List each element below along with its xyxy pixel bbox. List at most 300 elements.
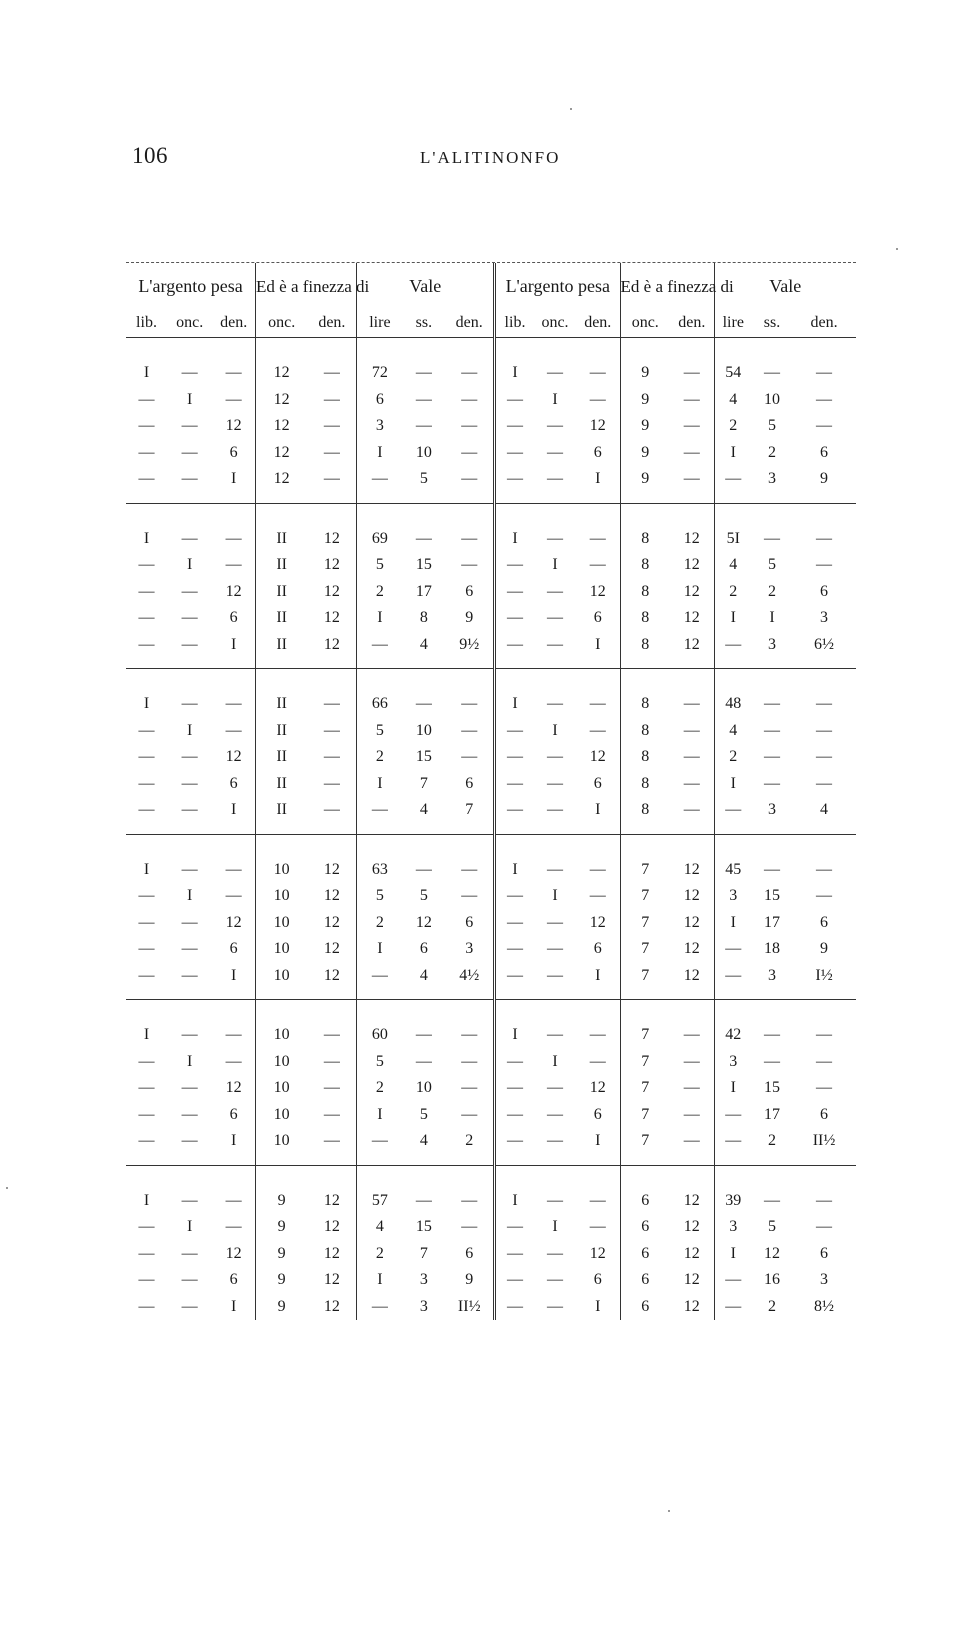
table-row xyxy=(126,1075,493,1102)
cell-ss: 10 xyxy=(415,443,432,461)
cell-ss: — xyxy=(764,695,781,713)
cell-ss: 18 xyxy=(764,940,781,958)
cell-fin-onc: II xyxy=(276,582,287,600)
subheader-ss: ss. xyxy=(752,309,792,338)
cell-ss: — xyxy=(415,695,432,713)
cell-fin-onc: 12 xyxy=(256,466,308,503)
cell-onc: — xyxy=(181,1079,198,1097)
cell-val-den: 6 xyxy=(465,774,474,792)
cell-fin-den: 12 xyxy=(307,1267,357,1294)
cell-lire: — xyxy=(725,940,742,958)
cell-val-den: — xyxy=(816,417,833,435)
cell-onc: — xyxy=(167,466,212,503)
cell-val-den: — xyxy=(461,443,478,461)
cell-onc: — xyxy=(181,364,198,382)
table-row xyxy=(496,1049,856,1076)
cell-den: — xyxy=(212,1214,255,1241)
table-right-half xyxy=(493,263,856,1320)
cell-val-den: — xyxy=(816,1026,833,1044)
cell-ss: 3 xyxy=(419,1297,428,1315)
cell-den: I xyxy=(212,797,255,834)
cell-den: — xyxy=(576,669,620,718)
table-row xyxy=(126,744,493,771)
cell-den: 12 xyxy=(576,1075,620,1102)
table-row xyxy=(126,797,493,834)
cell-val-den: 6 xyxy=(465,582,474,600)
cell-fin-onc: 8 xyxy=(641,721,650,739)
cell-fin-den: — xyxy=(307,1049,357,1076)
cell-val-den: — xyxy=(816,1052,833,1070)
cell-ss: 12 xyxy=(764,1244,781,1262)
cell-fin-onc: 8 xyxy=(641,529,650,547)
cell-lire: I xyxy=(730,774,736,792)
cell-lib: I xyxy=(143,1026,150,1044)
cell-fin-den: 12 xyxy=(670,1214,714,1241)
cell-fin-onc: II xyxy=(276,748,287,766)
cell-fin-onc: II xyxy=(276,609,287,627)
table-row xyxy=(496,413,856,440)
cell-lib: — xyxy=(138,1297,155,1315)
cell-fin-den: — xyxy=(670,718,714,745)
cell-lib: I xyxy=(512,860,518,878)
cell-lib: — xyxy=(496,963,534,1000)
cell-onc: — xyxy=(547,940,563,958)
left-table-body xyxy=(126,338,493,1321)
table-row xyxy=(126,632,493,669)
cell-ss: 5 xyxy=(768,1218,777,1236)
cell-lire: — xyxy=(357,466,402,503)
cell-fin-onc: 7 xyxy=(641,1105,650,1123)
cell-val-den: — xyxy=(816,721,833,739)
cell-lib: — xyxy=(138,1105,155,1123)
cell-fin-den: 12 xyxy=(307,936,357,963)
cell-val-den: — xyxy=(461,695,478,713)
page-number: 106 xyxy=(132,143,168,168)
cell-ss: 7 xyxy=(419,774,428,792)
cell-lire: — xyxy=(725,1297,742,1315)
cell-fin-onc: 10 xyxy=(273,887,290,905)
table-row xyxy=(496,338,856,387)
cell-fin-onc: 9 xyxy=(277,1244,286,1262)
cell-onc: — xyxy=(181,774,198,792)
table-row xyxy=(496,440,856,467)
cell-fin-onc: 7 xyxy=(641,1026,650,1044)
cell-fin-den: — xyxy=(307,466,357,503)
subheader-den: den. xyxy=(792,309,856,338)
cell-lib: — xyxy=(507,1105,523,1123)
cell-den: 6 xyxy=(212,771,255,798)
cell-lib: — xyxy=(507,1079,523,1097)
cell-val-den: 2 xyxy=(445,1128,493,1165)
cell-lire: — xyxy=(725,1105,742,1123)
cell-fin-onc: 8 xyxy=(641,609,650,627)
cell-val-den: 6 xyxy=(820,582,829,600)
cell-ss: 15 xyxy=(415,1218,432,1236)
cell-val-den: — xyxy=(816,887,833,905)
table-row xyxy=(126,910,493,937)
table-row xyxy=(496,466,856,503)
cell-fin-onc: II xyxy=(276,774,287,792)
cell-den: I xyxy=(576,632,620,669)
scan-speck xyxy=(668,1510,670,1512)
cell-fin-onc: 8 xyxy=(641,556,650,574)
cell-onc: — xyxy=(547,774,563,792)
table-row xyxy=(496,1241,856,1268)
cell-ss: — xyxy=(764,748,781,766)
cell-fin-onc: 8 xyxy=(641,774,650,792)
table-row xyxy=(496,552,856,579)
cell-onc: — xyxy=(547,1026,563,1044)
cell-den: — xyxy=(212,338,255,387)
cell-val-den: — xyxy=(461,748,478,766)
cell-lib: — xyxy=(507,774,523,792)
cell-onc: I xyxy=(187,1218,193,1236)
cell-lire: 39 xyxy=(725,1191,742,1209)
cell-val-den: 7 xyxy=(445,797,493,834)
cell-lire: 3 xyxy=(729,1218,738,1236)
cell-fin-onc: 6 xyxy=(641,1191,650,1209)
cell-lib: I xyxy=(512,364,518,382)
cell-lire: 5I xyxy=(726,529,740,547)
cell-onc: — xyxy=(167,963,212,1000)
cell-lire: 42 xyxy=(725,1026,742,1044)
cell-den: 6 xyxy=(576,440,620,467)
header-value: Vale xyxy=(409,276,442,296)
cell-fin-den: — xyxy=(307,771,357,798)
cell-ss: — xyxy=(415,860,432,878)
cell-val-den: — xyxy=(461,364,478,382)
cell-den: 12 xyxy=(576,413,620,440)
cell-fin-onc: 9 xyxy=(641,417,650,435)
cell-lib: — xyxy=(507,443,523,461)
cell-lire: 54 xyxy=(725,364,742,382)
cell-den: 6 xyxy=(576,1267,620,1294)
table-row xyxy=(126,1000,493,1049)
cell-onc: — xyxy=(547,1271,563,1289)
cell-den: — xyxy=(576,338,620,387)
cell-fin-onc: 8 xyxy=(620,632,670,669)
cell-fin-onc: II xyxy=(276,695,287,713)
cell-lire: I xyxy=(377,940,383,958)
cell-val-den: — xyxy=(461,390,478,408)
cell-val-den: 6 xyxy=(820,443,829,461)
cell-lire: 2 xyxy=(375,582,384,600)
cell-fin-den: — xyxy=(307,1075,357,1102)
cell-val-den: 6 xyxy=(820,1244,829,1262)
table-row xyxy=(496,605,856,632)
cell-onc: — xyxy=(181,529,198,547)
cell-lib: — xyxy=(507,1297,523,1315)
cell-ss: 7 xyxy=(419,1244,428,1262)
cell-lib: I xyxy=(512,1026,518,1044)
subheader-den: den. xyxy=(576,309,620,338)
cell-den: — xyxy=(576,883,620,910)
cell-onc: I xyxy=(552,556,558,574)
scan-speck xyxy=(570,108,572,110)
cell-fin-den: 12 xyxy=(307,1214,357,1241)
cell-lire: — xyxy=(357,963,402,1000)
cell-val-den: — xyxy=(461,1191,478,1209)
cell-fin-onc: 12 xyxy=(273,390,290,408)
table-row xyxy=(496,503,856,552)
cell-fin-onc: 8 xyxy=(620,797,670,834)
cell-onc: — xyxy=(534,963,576,1000)
cell-onc: — xyxy=(181,695,198,713)
cell-fin-den: — xyxy=(670,466,714,503)
table-row xyxy=(126,936,493,963)
cell-onc: — xyxy=(547,1244,563,1262)
cell-den: — xyxy=(576,552,620,579)
cell-val-den: 8½ xyxy=(814,1297,835,1315)
table-row xyxy=(496,910,856,937)
table-row xyxy=(496,718,856,745)
cell-ss: 8 xyxy=(419,609,428,627)
cell-lib: — xyxy=(138,443,155,461)
cell-fin-onc: 9 xyxy=(641,443,650,461)
cell-ss: — xyxy=(415,1052,432,1070)
cell-ss: — xyxy=(764,1052,781,1070)
left-table xyxy=(126,263,493,1320)
table-row xyxy=(496,744,856,771)
cell-fin-den: — xyxy=(307,1102,357,1129)
table-row xyxy=(126,1267,493,1294)
cell-fin-den: — xyxy=(307,440,357,467)
cell-val-den: II½ xyxy=(457,1297,481,1315)
cell-fin-onc: 7 xyxy=(641,940,650,958)
table-row xyxy=(496,387,856,414)
cell-den: 6 xyxy=(212,1267,255,1294)
cell-fin-onc: 10 xyxy=(273,1105,290,1123)
cell-den: — xyxy=(576,387,620,414)
cell-den: I xyxy=(576,797,620,834)
cell-val-den: — xyxy=(816,1191,833,1209)
cell-onc: I xyxy=(552,721,558,739)
cell-fin-den: — xyxy=(307,413,357,440)
cell-den: — xyxy=(212,834,255,883)
cell-fin-den: 12 xyxy=(670,605,714,632)
cell-fin-den: 12 xyxy=(307,1294,357,1321)
subheader-den: den. xyxy=(307,309,357,338)
cell-val-den: — xyxy=(461,1052,478,1070)
cell-fin-den: 12 xyxy=(307,632,357,669)
cell-lire: — xyxy=(714,797,752,834)
running-title: L'ALITINONFO xyxy=(420,148,561,167)
table-row xyxy=(126,1102,493,1129)
cell-den: — xyxy=(212,1049,255,1076)
cell-fin-onc: 9 xyxy=(641,390,650,408)
cell-fin-onc: 7 xyxy=(641,860,650,878)
header-weight: L'argento pesa xyxy=(126,263,256,309)
cell-den: — xyxy=(576,1165,620,1214)
cell-ss: 2 xyxy=(768,582,777,600)
cell-fin-onc: 10 xyxy=(273,1052,290,1070)
cell-lire: I xyxy=(730,443,736,461)
subheader-onc: onc. xyxy=(167,309,212,338)
cell-onc: — xyxy=(547,529,563,547)
table-row xyxy=(126,413,493,440)
cell-fin-onc: 7 xyxy=(641,887,650,905)
cell-den: I xyxy=(576,1294,620,1321)
cell-onc: — xyxy=(181,1105,198,1123)
cell-fin-onc: 12 xyxy=(273,364,290,382)
cell-fin-den: 12 xyxy=(670,834,714,883)
cell-den: — xyxy=(576,718,620,745)
table-row xyxy=(126,1294,493,1321)
subheader-ss: ss. xyxy=(402,309,445,338)
cell-den: 6 xyxy=(576,936,620,963)
cell-lire: 5 xyxy=(375,887,384,905)
cell-onc: — xyxy=(181,860,198,878)
cell-lire: 69 xyxy=(371,529,388,547)
cell-val-den: 6 xyxy=(465,913,474,931)
cell-ss: — xyxy=(415,1026,432,1044)
table-row xyxy=(126,440,493,467)
cell-fin-den: — xyxy=(670,387,714,414)
cell-val-den: 9 xyxy=(820,940,829,958)
table-row xyxy=(126,718,493,745)
cell-onc: — xyxy=(181,582,198,600)
cell-fin-den: — xyxy=(307,669,357,718)
cell-ss: — xyxy=(764,529,781,547)
cell-den: 12 xyxy=(576,579,620,606)
table-row xyxy=(496,1075,856,1102)
cell-onc: — xyxy=(547,1297,563,1315)
cell-lire: 3 xyxy=(375,417,384,435)
cell-lib: — xyxy=(138,1218,155,1236)
cell-lib: — xyxy=(507,1271,523,1289)
cell-lib: I xyxy=(143,1191,150,1209)
cell-fin-onc: 7 xyxy=(620,1128,670,1165)
cell-fin-den: — xyxy=(307,387,357,414)
cell-onc: — xyxy=(181,609,198,627)
cell-lib: — xyxy=(126,466,167,503)
cell-onc: — xyxy=(547,860,563,878)
table-row xyxy=(126,605,493,632)
cell-lib: — xyxy=(507,1218,523,1236)
cell-den: — xyxy=(212,718,255,745)
cell-onc: — xyxy=(181,417,198,435)
cell-val-den: I½ xyxy=(792,963,856,1000)
cell-lib: — xyxy=(507,609,523,627)
cell-fin-den: — xyxy=(670,797,714,834)
cell-onc: — xyxy=(534,632,576,669)
cell-ss: 5 xyxy=(419,1105,428,1123)
cell-ss: 3 xyxy=(752,963,792,1000)
cell-val-den: — xyxy=(816,774,833,792)
cell-lire: 60 xyxy=(371,1026,388,1044)
cell-fin-den: 12 xyxy=(307,579,357,606)
cell-den: 6 xyxy=(576,1102,620,1129)
header-fineness: Ed è a finezza di xyxy=(620,263,714,309)
cell-val-den: — xyxy=(816,1218,833,1236)
cell-lib: — xyxy=(507,582,523,600)
cell-val-den: — xyxy=(461,860,478,878)
table-row xyxy=(126,466,493,503)
cell-val-den: 3 xyxy=(820,609,829,627)
cell-lib: I xyxy=(143,695,150,713)
cell-lire: — xyxy=(714,963,752,1000)
cell-den: I xyxy=(576,1128,620,1165)
cell-den: 12 xyxy=(576,1241,620,1268)
cell-onc: — xyxy=(534,797,576,834)
cell-onc: — xyxy=(547,364,563,382)
cell-lire: 6 xyxy=(375,390,384,408)
cell-onc: — xyxy=(181,1191,198,1209)
cell-lib: — xyxy=(138,748,155,766)
cell-den: 12 xyxy=(212,579,255,606)
table-row xyxy=(126,771,493,798)
table-row xyxy=(496,963,856,1000)
cell-onc: — xyxy=(167,797,212,834)
cell-ss: 2 xyxy=(752,1128,792,1165)
cell-lire: 4 xyxy=(729,556,738,574)
cell-onc: I xyxy=(187,1052,193,1070)
cell-onc: — xyxy=(181,940,198,958)
cell-val-den: 9 xyxy=(465,609,474,627)
cell-ss: 4 xyxy=(402,632,445,669)
cell-fin-onc: 9 xyxy=(277,1191,286,1209)
cell-ss: 5 xyxy=(768,417,777,435)
subheader-onc: onc. xyxy=(620,309,670,338)
cell-fin-onc: 9 xyxy=(641,364,650,382)
cell-val-den: — xyxy=(461,556,478,574)
cell-den: — xyxy=(212,552,255,579)
cell-fin-den: 12 xyxy=(670,1241,714,1268)
cell-fin-den: 12 xyxy=(670,963,714,1000)
cell-onc: I xyxy=(187,721,193,739)
table-row xyxy=(496,834,856,883)
cell-fin-onc: 9 xyxy=(277,1271,286,1289)
cell-lib: — xyxy=(507,721,523,739)
cell-onc: — xyxy=(547,609,563,627)
cell-onc: — xyxy=(534,1128,576,1165)
header-weight: L'argento pesa xyxy=(496,263,620,309)
cell-fin-den: 12 xyxy=(307,963,357,1000)
cell-val-den: 6½ xyxy=(792,632,856,669)
right-table-body xyxy=(496,338,856,1321)
scan-speck xyxy=(896,248,898,250)
cell-ss: 15 xyxy=(764,1079,781,1097)
cell-ss: 2 xyxy=(768,1297,777,1315)
table-left-half xyxy=(126,263,493,1320)
cell-den: — xyxy=(576,1049,620,1076)
cell-onc: — xyxy=(547,913,563,931)
table-row xyxy=(496,1267,856,1294)
cell-onc: — xyxy=(181,913,198,931)
cell-ss: 5 xyxy=(419,887,428,905)
cell-fin-den: — xyxy=(670,771,714,798)
cell-lire: 2 xyxy=(375,748,384,766)
cell-fin-den: 12 xyxy=(670,910,714,937)
cell-den: 6 xyxy=(212,1102,255,1129)
cell-onc: — xyxy=(547,1079,563,1097)
cell-lib: — xyxy=(138,582,155,600)
cell-fin-den: 12 xyxy=(307,883,357,910)
table-row xyxy=(126,1165,493,1214)
subheader-den: den. xyxy=(670,309,714,338)
cell-fin-onc: 9 xyxy=(277,1218,286,1236)
table-row xyxy=(126,1128,493,1165)
cell-fin-den: 12 xyxy=(307,834,357,883)
cell-den: — xyxy=(576,503,620,552)
cell-onc: — xyxy=(547,582,563,600)
cell-den: 12 xyxy=(576,910,620,937)
cell-ss: 10 xyxy=(415,721,432,739)
cell-val-den: 6 xyxy=(820,913,829,931)
cell-lire: 2 xyxy=(375,913,384,931)
cell-lib: — xyxy=(496,1128,534,1165)
cell-ss: 5 xyxy=(402,466,445,503)
